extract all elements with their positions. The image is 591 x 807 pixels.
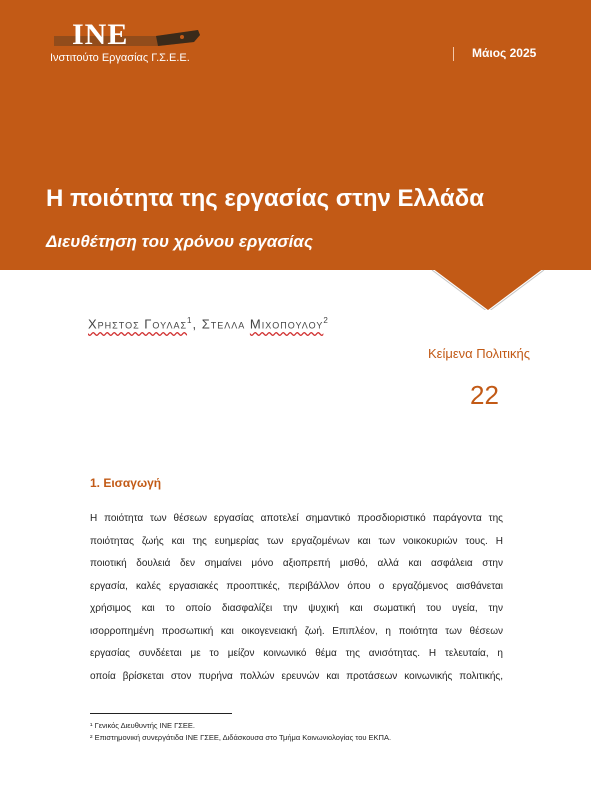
author-2-footnote-ref[interactable]: 2 bbox=[323, 316, 329, 325]
paragraph-line: εργασία, καλές εργασιακές προοπτικές, περιβάλλον όπου ο εργαζόμενος αισθάνεται bbox=[90, 580, 503, 592]
author-1: Χρηστος Γουλας bbox=[88, 316, 188, 332]
author-line bbox=[88, 316, 329, 331]
author-2-last: Μιχοπουλου bbox=[249, 316, 324, 332]
footnotes bbox=[90, 720, 391, 744]
series-label: Κείμενα Πολιτικής bbox=[428, 346, 531, 361]
document-subtitle: Διευθέτηση του χρόνου εργασίας bbox=[46, 232, 313, 251]
publication-date: Μάιος 2025 bbox=[472, 46, 537, 60]
paragraph-line: ποιοτική δουλειά δεν σημαίνει μόνο αξιοπρεπή μισθό, αλλά και ασφάλεια στην bbox=[90, 558, 503, 569]
date-separator bbox=[453, 47, 454, 61]
document-title: Η ποιότητα της εργασίας στην Ελλάδα bbox=[46, 185, 484, 212]
series-number: 22 bbox=[470, 380, 499, 410]
paragraph-line: ποιότητας ζωής και της ευημερίας των εργαζομένων και των νοικοκυριών τους. Η bbox=[90, 535, 503, 547]
paragraph-line: οποία βρίσκεται στον πυρήνα πολλών ερευνών και προτάσεων κοινωνικής πολιτικής, bbox=[90, 670, 503, 682]
logo-text: INE bbox=[72, 18, 129, 51]
paragraph-line: εργασίας συνδέεται με το μείζον κοινωνικό θέμα της ανισότητας. Η τελευταία, η bbox=[90, 648, 503, 659]
paragraph-line: ισορροπημένη προσωπική και οικογενειακή ζωή. Επιπλέον, η ποιότητα των θέσεων bbox=[90, 625, 503, 637]
intro-paragraph bbox=[90, 508, 503, 688]
paragraph-line: Η ποιότητα των θέσεων εργασίας αποτελεί σημαντικό προσδιοριστικό παράγοντα της bbox=[90, 513, 503, 524]
author-2-first: Στελλα bbox=[201, 316, 250, 332]
section-heading: 1. Εισαγωγή bbox=[90, 476, 162, 490]
footnote-1: ¹ Γενικός Διευθυντής ΙΝΕ ΓΣΕΕ. bbox=[90, 721, 196, 730]
footnote-rule bbox=[90, 713, 232, 714]
author-separator: , bbox=[192, 316, 202, 332]
logo-subtitle: Ινστιτούτο Εργασίας Γ.Σ.Ε.Ε. bbox=[50, 52, 190, 64]
paragraph-line: χρήσιμος και το οποίο διασφαλίζει την ψυχική και σωματική του υγεία, την bbox=[90, 603, 503, 614]
footnote-2: ² Επιστημονική συνεργάτιδα ΙΝΕ ΓΣΕΕ, Διδάσκουσα στο Τμήμα Κοινωνιολογίας του ΕΚΠΑ. bbox=[90, 733, 392, 742]
header-notch bbox=[0, 268, 591, 310]
author-1-footnote-ref[interactable]: 1 bbox=[187, 316, 193, 325]
